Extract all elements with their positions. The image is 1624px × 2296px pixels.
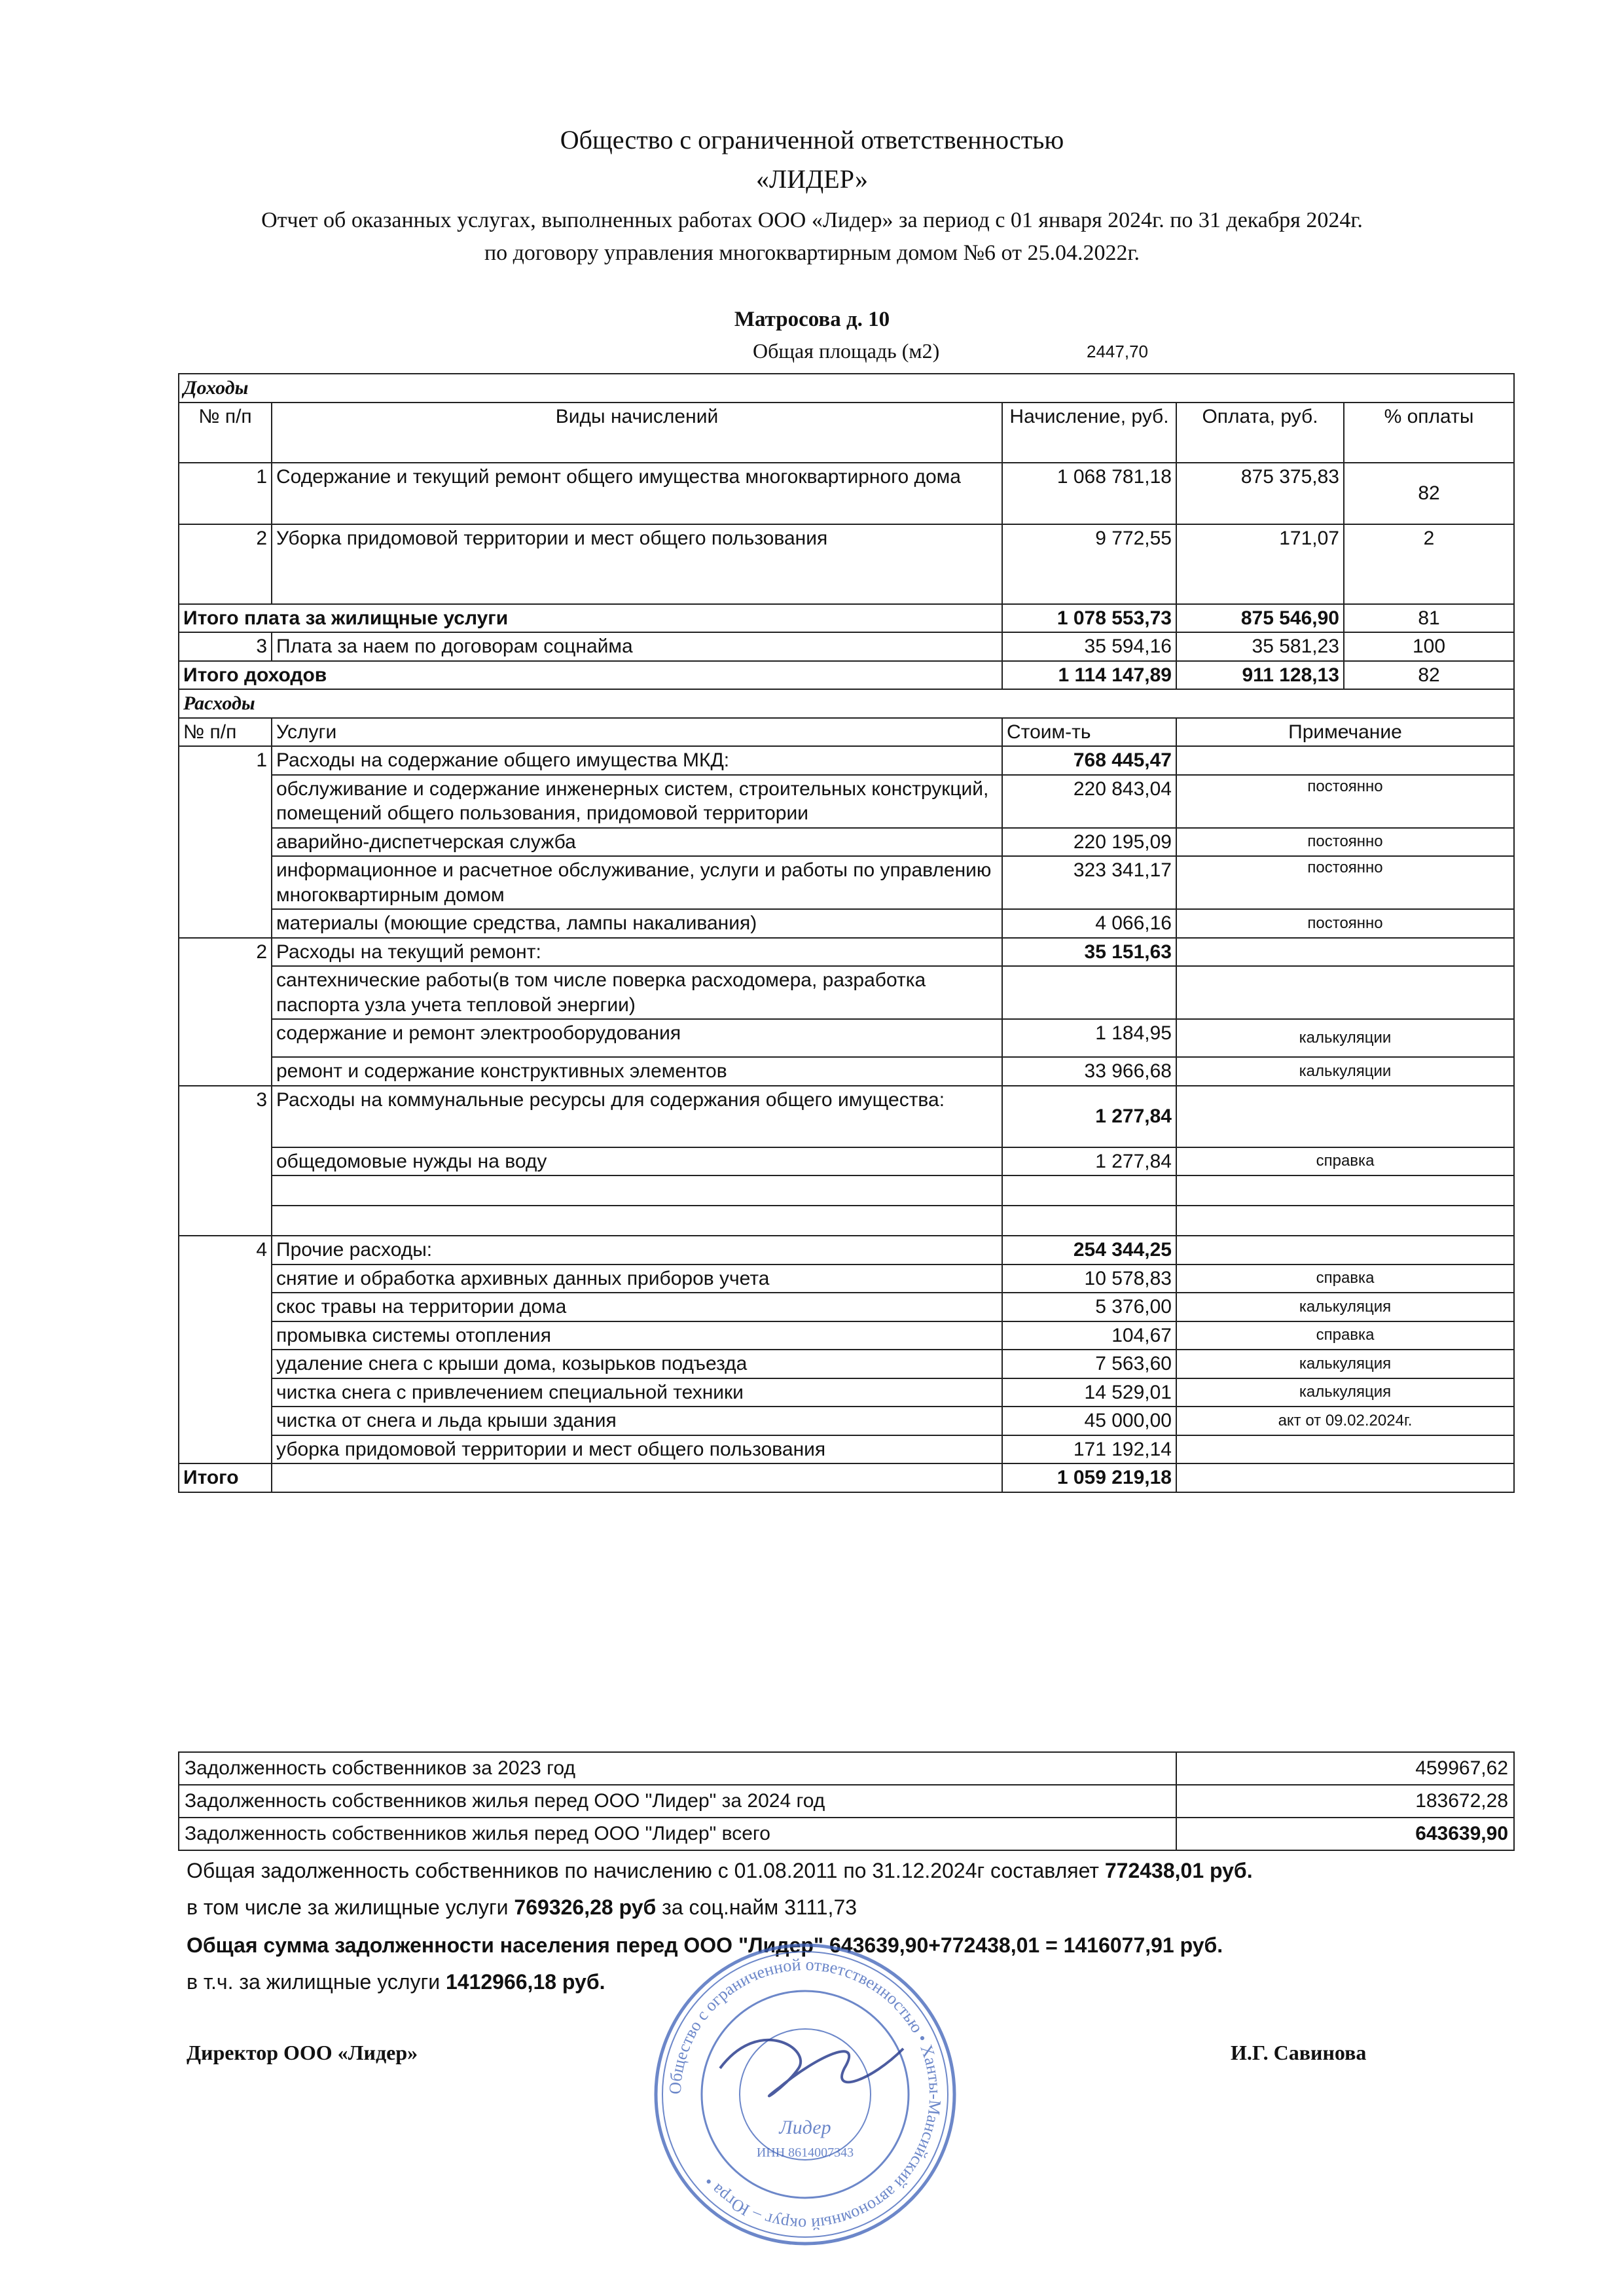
col-header-num: № п/п [179,718,272,747]
item-name: чистка снега с привлечением специальной техники [272,1378,1002,1407]
item-name: информационное и расчетное обслуживание, услуги и работы по управлению многоквартирным домом [272,856,1002,909]
expenses-total-cost: 1 059 219,18 [1002,1463,1176,1492]
debt-table [178,1751,1515,1851]
income-total-charged: 1 114 147,89 [1002,661,1176,690]
row-name: Содержание и текущий ремонт общего имущества многоквартирного дома [272,463,1002,524]
group-num: 2 [179,938,272,967]
item-cost: 220 195,09 [1002,828,1176,857]
item-note: постоянно [1176,856,1514,909]
item-note: справка [1176,1265,1514,1293]
debt-row [179,1752,1514,1785]
col-header-service: Услуги [272,718,1002,747]
col-header-charged: Начисление, руб. [1002,403,1176,463]
expenses-total-label: Итого [179,1463,272,1492]
income-total-row [179,661,1514,690]
area-label: Общая площадь (м2) [753,339,940,363]
item-note: акт от 09.02.2024г. [1176,1407,1514,1435]
expense-item-row [179,1407,1514,1435]
debt-label: Задолженность собственников жилья перед ООО "Лидер" за 2024 год [179,1785,1176,1818]
item-name: удаление снега с крыши дома, козырьков подъезда [272,1350,1002,1378]
row-charged: 9 772,55 [1002,524,1176,604]
row-name: Плата за наем по договорам соцнайма [272,632,1002,661]
expense-item-row [179,775,1514,828]
item-note [1176,966,1514,1019]
director-name: И.Г. Савинова [1231,2041,1367,2064]
group-num: 1 [179,746,272,775]
footer-total-debt-text: Общая задолженность собственников по начислению с 01.08.2011 по 31.12.2024г составляет [187,1859,1105,1882]
company-stamp [648,1937,962,2255]
col-header-paid: Оплата, руб. [1176,403,1344,463]
income-subtotal-row [179,604,1514,633]
debt-label: Задолженность собственников жилья перед ООО "Лидер" всего [179,1818,1176,1850]
group-total: 254 344,25 [1002,1236,1176,1265]
footer-line4-b: 1412966,18 руб. [445,1970,605,1994]
expense-item-row [179,1350,1514,1378]
item-name: общедомовые нужды на воду [272,1147,1002,1176]
footer-total-debt-amount: 772438,01 руб. [1104,1859,1253,1882]
report-table [178,373,1515,1493]
debt-row [179,1818,1514,1850]
item-cost: 14 529,01 [1002,1378,1176,1407]
item-note: калькуляции [1176,1057,1514,1086]
row-charged: 1 068 781,18 [1002,463,1176,524]
footer-line2-c: за соц.найм 3111,73 [656,1895,857,1919]
org-name-line1: Общество с ограниченной ответственностью [560,125,1064,154]
footer-housing-debt [187,1895,857,1920]
signature-scribble [720,2040,903,2096]
building-address: Матросова д. 10 [734,308,890,331]
item-cost: 323 341,17 [1002,856,1176,909]
expenses-header-row [179,718,1514,747]
footer-line2-b: 769326,28 руб [514,1895,657,1919]
item-name: скос травы на территории дома [272,1293,1002,1321]
item-note: калькуляция [1176,1378,1514,1407]
expense-item-row [179,909,1514,938]
footer-line2-a: в том числе за жилищные услуги [187,1895,514,1919]
stamp-center-text: Лидер [779,2117,831,2138]
expense-item-row [179,1293,1514,1321]
income-total-pct: 82 [1344,661,1514,690]
item-cost: 4 066,16 [1002,909,1176,938]
row-pct: 100 [1344,632,1514,661]
director-title: Директор ООО «Лидер» [187,2041,418,2064]
subtotal-charged: 1 078 553,73 [1002,604,1176,633]
income-total-label: Итого доходов [179,661,1002,690]
item-cost: 5 376,00 [1002,1293,1176,1321]
group-title: Прочие расходы: [272,1236,1002,1265]
footer-grand-total: Общая сумма задолженности населения перед ООО "Лидер" 643639,90+772438,01 = 1416077,91 руб. [187,1933,1223,1957]
expense-item-row [179,966,1514,1019]
income-row [179,524,1514,604]
debt-row [179,1785,1514,1818]
org-name-line2: «ЛИДЕР» [756,164,868,194]
expense-item-row [179,828,1514,857]
income-header-row [179,403,1514,463]
debt-value: 183672,28 [1176,1785,1514,1818]
item-name: материалы (моющие средства, лампы накаливания) [272,909,1002,938]
item-cost: 220 843,04 [1002,775,1176,828]
item-name: аварийно-диспетчерская служба [272,828,1002,857]
item-cost: 1 277,84 [1002,1147,1176,1176]
stamp-outer-text: Общество с ограниченной ответственностью • Ханты-Мансийский автономный округ – Югра • [665,1954,945,2234]
item-name: ремонт и содержание конструктивных элементов [272,1057,1002,1086]
row-num: 3 [179,632,272,661]
group-title: Расходы на текущий ремонт: [272,938,1002,967]
item-cost: 171 192,14 [1002,1435,1176,1464]
item-name: снятие и обработка архивных данных приборов учета [272,1265,1002,1293]
group-title: Расходы на содержание общего имущества МКД: [272,746,1002,775]
item-cost: 7 563,60 [1002,1350,1176,1378]
item-name: содержание и ремонт электрооборудования [272,1019,1002,1057]
footer-housing-total [187,1970,605,1994]
subtotal-paid: 875 546,90 [1176,604,1344,633]
item-name: обслуживание и содержание инженерных систем, строительных конструкций, помещений общего пользования, придомовой территории [272,775,1002,828]
item-note: калькуляция [1176,1350,1514,1378]
col-header-num: № п/п [179,403,272,463]
item-note [1176,1435,1514,1464]
item-name: сантехнические работы(в том числе поверка расходомера, разработка паспорта узла учета тепловой энергии) [272,966,1002,1019]
col-header-note: Примечание [1176,718,1514,747]
expense-group-row [179,938,1514,967]
row-name: Уборка придомовой территории и мест общего пользования [272,524,1002,604]
report-title: Отчет об оказанных услугах, выполненных работах ООО «Лидер» за период с 01 января 2024г. по 31 декабря 2024г. [261,208,1363,232]
empty-row [179,1206,1514,1236]
stamp-seal-icon [648,1937,962,2251]
debt-label: Задолженность собственников за 2023 год [179,1752,1176,1785]
footer-total-debt [187,1859,1253,1883]
row-num: 2 [179,524,272,604]
income-row [179,632,1514,661]
income-section-row [179,374,1514,403]
debt-value: 459967,62 [1176,1752,1514,1785]
group-total: 35 151,63 [1002,938,1176,967]
expense-item-row [179,1019,1514,1057]
area-value: 2447,70 [1087,342,1148,361]
group-total: 1 277,84 [1002,1086,1176,1147]
subtotal-pct: 81 [1344,604,1514,633]
item-name: уборка придомовой территории и мест общего пользования [272,1435,1002,1464]
item-note: постоянно [1176,909,1514,938]
row-paid: 171,07 [1176,524,1344,604]
group-num: 4 [179,1236,272,1265]
income-section-title: Доходы [179,374,1514,403]
expense-item-row [179,1265,1514,1293]
item-note: калькуляции [1176,1019,1514,1057]
group-title: Расходы на коммунальные ресурсы для содержания общего имущества: [272,1086,1002,1147]
expense-group-row [179,1086,1514,1147]
expenses-section-row [179,689,1514,718]
expense-item-row [179,1378,1514,1407]
expense-item-row [179,1435,1514,1464]
row-pct: 2 [1344,524,1514,604]
expenses-section-title: Расходы [179,689,1514,718]
empty-row [179,1175,1514,1206]
item-note: калькуляция [1176,1293,1514,1321]
group-num: 3 [179,1086,272,1147]
row-pct: 82 [1344,463,1514,524]
footer-line4-a: в т.ч. за жилищные услуги [187,1970,446,1994]
group-total: 768 445,47 [1002,746,1176,775]
expense-group-row [179,746,1514,775]
item-note: постоянно [1176,775,1514,828]
col-header-type: Виды начислений [272,403,1002,463]
expense-item-row [179,1147,1514,1176]
expense-group-row [179,1236,1514,1265]
item-note: справка [1176,1321,1514,1350]
row-paid: 875 375,83 [1176,463,1344,524]
item-name: чистка от снега и льда крыши здания [272,1407,1002,1435]
debt-value: 643639,90 [1176,1818,1514,1850]
expense-item-row [179,1057,1514,1086]
item-note: справка [1176,1147,1514,1176]
item-note: постоянно [1176,828,1514,857]
income-row [179,463,1514,524]
item-name: промывка системы отопления [272,1321,1002,1350]
col-header-cost: Стоим-ть [1002,718,1176,747]
report-subtitle: по договору управления многоквартирным домом №6 от 25.04.2022г. [484,241,1140,265]
row-num: 1 [179,463,272,524]
expense-item-row [179,1321,1514,1350]
item-cost [1002,966,1176,1019]
subtotal-label: Итого плата за жилищные услуги [179,604,1002,633]
stamp-inn-text: ИНН 8614007343 [756,2145,854,2160]
item-cost: 45 000,00 [1002,1407,1176,1435]
row-paid: 35 581,23 [1176,632,1344,661]
row-charged: 35 594,16 [1002,632,1176,661]
item-cost: 33 966,68 [1002,1057,1176,1086]
item-cost: 10 578,83 [1002,1265,1176,1293]
item-cost: 104,67 [1002,1321,1176,1350]
income-total-paid: 911 128,13 [1176,661,1344,690]
expense-item-row [179,856,1514,909]
col-header-pct: % оплаты [1344,403,1514,463]
item-cost: 1 184,95 [1002,1019,1176,1057]
expenses-total-row [179,1463,1514,1492]
